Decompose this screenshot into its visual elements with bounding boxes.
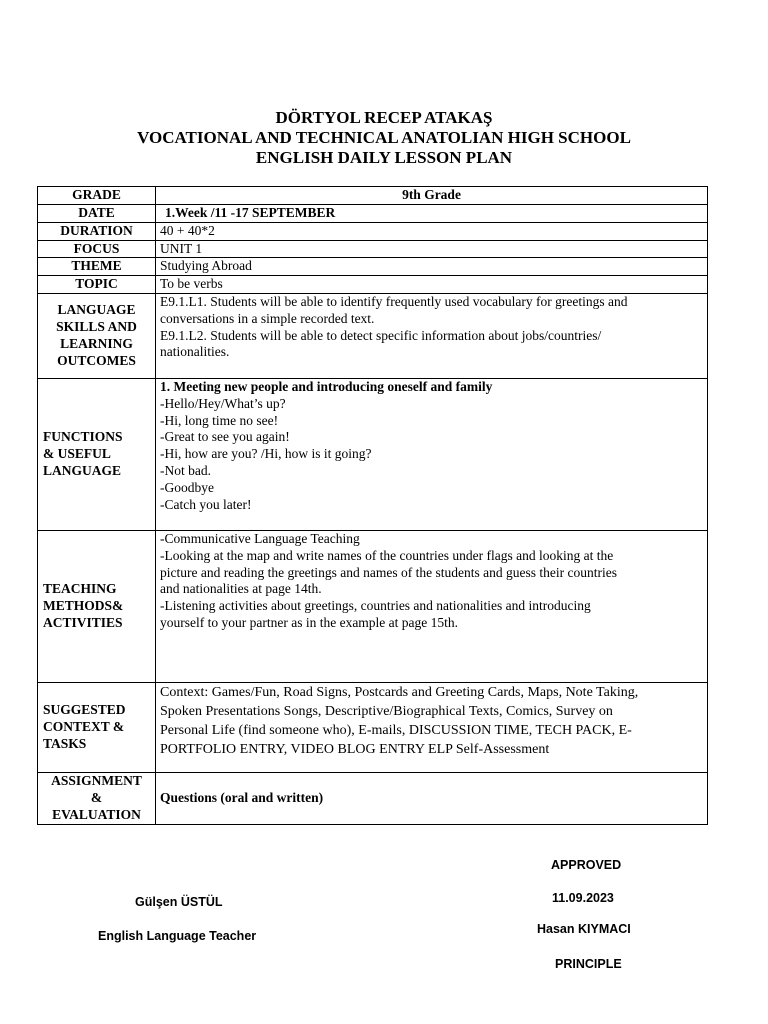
row-outcomes <box>38 293 708 378</box>
outcomes-text: E9.1.L1. Students will be able to identify frequently used vocabulary for greetings and conversations in a simple recorded text. E9.1.L2. Students will be able to detect specific information about jobs/countries/ nationalities. <box>156 293 708 378</box>
grade-value: 9th Grade <box>156 187 708 205</box>
outcomes-label: LANGUAGE SKILLS AND LEARNING OUTCOMES <box>38 293 156 378</box>
methods-label: TEACHING METHODS& ACTIVITIES <box>38 530 156 682</box>
plan-title: ENGLISH DAILY LESSON PLAN <box>255 148 513 167</box>
principal-role: PRINCIPLE <box>555 957 622 971</box>
row-assignment <box>38 772 708 824</box>
grade-label: GRADE <box>38 187 156 205</box>
row-functions <box>38 378 708 530</box>
date-value: 1.Week /11 -17 SEPTEMBER <box>156 204 708 222</box>
functions-heading: 1. Meeting new people and introducing oneself and family <box>160 378 493 394</box>
lesson-plan-table <box>37 186 708 825</box>
duration-value: 40 + 40*2 <box>156 222 708 240</box>
school-name-line2: VOCATIONAL AND TECHNICAL ANATOLIAN HIGH SCHOOL <box>137 128 631 147</box>
functions-label: FUNCTIONS & USEFUL LANGUAGE <box>38 378 156 530</box>
row-duration <box>38 222 708 240</box>
assignment-label: ASSIGNMENT & EVALUATION <box>38 772 156 824</box>
row-focus <box>38 240 708 258</box>
row-topic <box>38 276 708 294</box>
context-text: Context: Games/Fun, Road Signs, Postcards and Greeting Cards, Maps, Note Taking, Spoken Presentations Songs, Descriptive/Biographical Texts, Comics, Survey on Personal Life (find someone who), E-mails, DISCUSSION TIME, TECH PACK, E- PORTFOLIO ENTRY, VIDEO BLOG ENTRY ELP Self-Assessment <box>156 682 708 772</box>
methods-text: -Communicative Language Teaching -Looking at the map and write names of the countries under flags and looking at the picture and reading the greetings and names of the students and guess their countries and nationalities at page 14th. -Listening activities about greetings, countries and nationalities and introducing yourself to your partner as in the example at page 15th. <box>156 530 708 682</box>
principal-name: Hasan KIYMACI <box>537 922 631 936</box>
topic-label: TOPIC <box>38 276 156 294</box>
focus-value: UNIT 1 <box>156 240 708 258</box>
approval-date: 11.09.2023 <box>552 891 614 905</box>
topic-value: To be verbs <box>156 276 708 294</box>
row-methods <box>38 530 708 682</box>
row-date <box>38 204 708 222</box>
date-label: DATE <box>38 204 156 222</box>
theme-label: THEME <box>38 258 156 276</box>
focus-label: FOCUS <box>38 240 156 258</box>
approved-label: APPROVED <box>551 858 622 872</box>
school-name-line1: DÖRTYOL RECEP ATAKAŞ <box>275 108 493 127</box>
document-header <box>0 108 768 168</box>
assignment-value: Questions (oral and written) <box>156 772 708 824</box>
row-context <box>38 682 708 772</box>
teacher-name: Gülşen ÜSTÜL <box>135 895 223 909</box>
row-theme <box>38 258 708 276</box>
teacher-role: English Language Teacher <box>98 929 257 943</box>
duration-label: DURATION <box>38 222 156 240</box>
row-grade <box>38 187 708 205</box>
functions-text: 1. Meeting new people and introducing oneself and family -Hello/Hey/What’s up? -Hi, long time no see! -Great to see you again! -Hi, how are you? /Hi, how is it going? -Not bad. -Goodbye -Catch you later! <box>156 378 708 530</box>
theme-value: Studying Abroad <box>156 258 708 276</box>
context-label: SUGGESTED CONTEXT & TASKS <box>38 682 156 772</box>
